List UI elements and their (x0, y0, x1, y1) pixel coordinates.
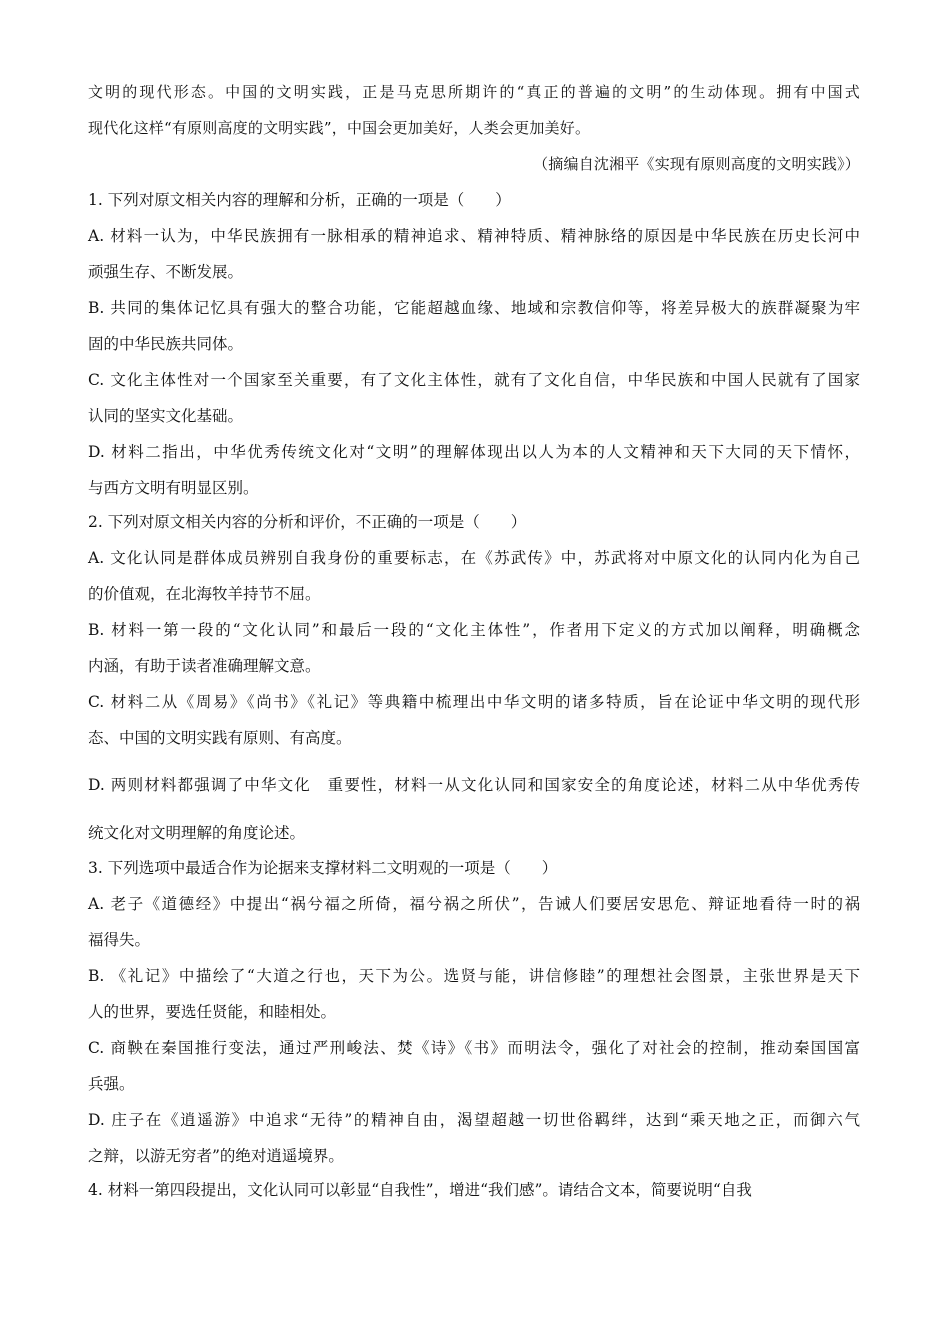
question-1-stem: 1. 下列对原文相关内容的理解和分析，正确的一项是（ ） (88, 191, 511, 209)
q3-option-d-cont: 之辩，以游无穷者”的绝对逍遥境界。 (88, 1147, 344, 1165)
question-4-stem: 4. 材料一第四段提出，文化认同可以彰显“自我性”，增进“我们感”。请结合文本，简要说明“自我 (88, 1181, 752, 1199)
q1-option-c: C. 文化主体性对一个国家至关重要，有了文化主体性，就有了文化自信，中华民族和中国人民就有了国家 (88, 371, 860, 389)
q2-option-c-cont: 态、中国的文明实践有原则、有高度。 (88, 729, 352, 747)
q3-option-a-cont: 福得失。 (88, 931, 151, 949)
q3-option-b-cont: 人的世界，要选任贤能，和睦相处。 (88, 1003, 337, 1021)
q3-option-d: D. 庄子在《逍遥游》中追求“无待”的精神自由，渴望超越一切世俗羁绊，达到“乘天地之正，而御六气 (88, 1111, 860, 1129)
q2-option-c: C. 材料二从《周易》《尚书》《礼记》等典籍中梳理出中华文明的诸多特质，旨在论证中华文明的现代形 (88, 693, 860, 711)
q1-option-a-cont: 顽强生存、不断发展。 (88, 263, 244, 281)
q2-option-d: D. 两则材料都强调了中华文化 重要性，材料一从文化认同和国家安全的角度论述，材料二从中华优秀传 (88, 776, 860, 794)
source-citation: （摘编自沈湘平《实现有原则高度的文明实践》） (533, 155, 860, 173)
q3-option-b: B. 《礼记》中描绘了“大道之行也，天下为公。选贤与能，讲信修睦”的理想社会图景，主张世界是天下 (88, 967, 860, 985)
q3-option-c: C. 商鞅在秦国推行变法，通过严刑峻法、焚《诗》《书》而明法令，强化了对社会的控制，推动秦国国富 (88, 1039, 860, 1057)
question-2-stem: 2. 下列对原文相关内容的分析和评价，不正确的一项是（ ） (88, 513, 527, 531)
q1-option-d-cont: 与西方文明有明显区别。 (88, 479, 259, 497)
q1-option-b: B. 共同的集体记忆具有强大的整合功能，它能超越血缘、地域和宗教信仰等，将差异极大的族群凝聚为牢 (88, 299, 860, 317)
q2-option-d-cont: 统文化对文明理解的角度论述。 (88, 824, 306, 842)
q2-option-a-cont: 的价值观，在北海牧羊持节不屈。 (88, 585, 321, 603)
question-3-stem: 3. 下列选项中最适合作为论据来支撑材料二文明观的一项是（ ） (88, 859, 558, 877)
q3-option-c-cont: 兵强。 (88, 1075, 135, 1093)
q2-option-b-cont: 内涵，有助于读者准确理解文意。 (88, 657, 321, 675)
q2-option-b: B. 材料一第一段的“文化认同”和最后一段的“文化主体性”，作者用下定义的方式加以阐释，明确概念 (88, 621, 860, 639)
text-line: 现代化这样“有原则高度的文明实践”，中国会更加美好，人类会更加美好。 (88, 119, 591, 137)
q1-option-c-cont: 认同的坚实文化基础。 (88, 407, 244, 425)
q2-option-a: A. 文化认同是群体成员辨别自我身份的重要标志，在《苏武传》中，苏武将对中原文化的认同内化为自己 (88, 549, 860, 567)
q1-option-a: A. 材料一认为，中华民族拥有一脉相承的精神追求、精神特质、精神脉络的原因是中华民族在历史长河中 (88, 227, 860, 245)
q1-option-d: D. 材料二指出，中华优秀传统文化对“文明”的理解体现出以人为本的人文精神和天下大同的天下情怀， (88, 443, 860, 461)
q1-option-b-cont: 固的中华民族共同体。 (88, 335, 244, 353)
q3-option-a: A. 老子《道德经》中提出“祸兮福之所倚，福兮祸之所伏”，告诫人们要居安思危、辩证地看待一时的祸 (88, 895, 860, 913)
text-line: 文明的现代形态。中国的文明实践，正是马克思所期许的“真正的普遍的文明”的生动体现。拥有中国式 (88, 83, 860, 101)
